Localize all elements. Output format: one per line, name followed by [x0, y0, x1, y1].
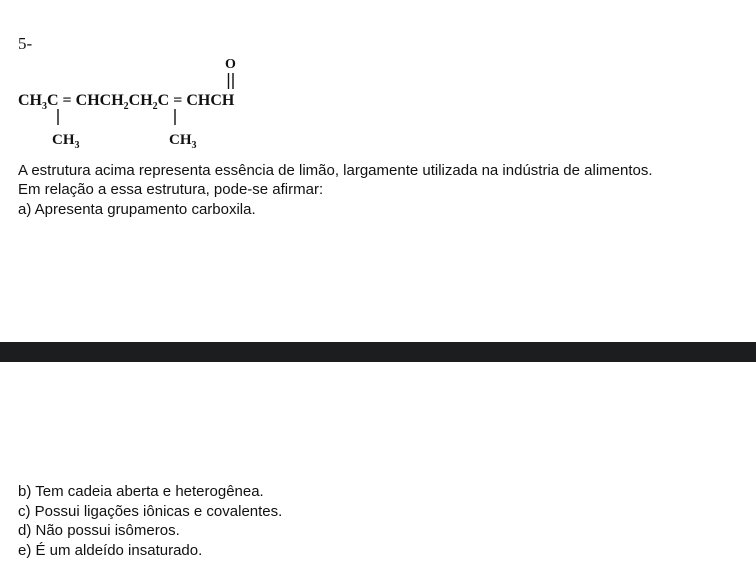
formula-branch-1: $CH_3$	[52, 132, 80, 151]
option-b: b) Tem cadeia aberta e heterogênea.	[18, 483, 264, 500]
question-stem-line-1: A estrutura acima representa essência de limão, largamente utilizada na indústria de alimentos.	[18, 162, 653, 179]
formula-oxygen: O	[225, 57, 236, 72]
question-number: 5-	[18, 34, 33, 53]
structural-formula	[14, 50, 264, 150]
formula-drawing	[14, 50, 264, 150]
divider-bar	[0, 342, 756, 362]
formula-main-chain: $CH_3C$ = $CHCH_2CH_2C$ = CHCH	[18, 92, 235, 112]
option-e: e) É um aldeído insaturado.	[18, 541, 203, 559]
option-d: d) Não possui isômeros.	[18, 522, 180, 539]
formula-branch-2: $CH_3$	[169, 132, 197, 151]
question-stem-line-2: Em relação a essa estrutura, pode-se afirmar:	[18, 181, 324, 198]
options-list	[18, 482, 282, 560]
option-a: a) Apresenta grupamento carboxila.	[18, 201, 256, 218]
option-c: c) Possui ligações iônicas e covalentes.	[18, 502, 283, 520]
